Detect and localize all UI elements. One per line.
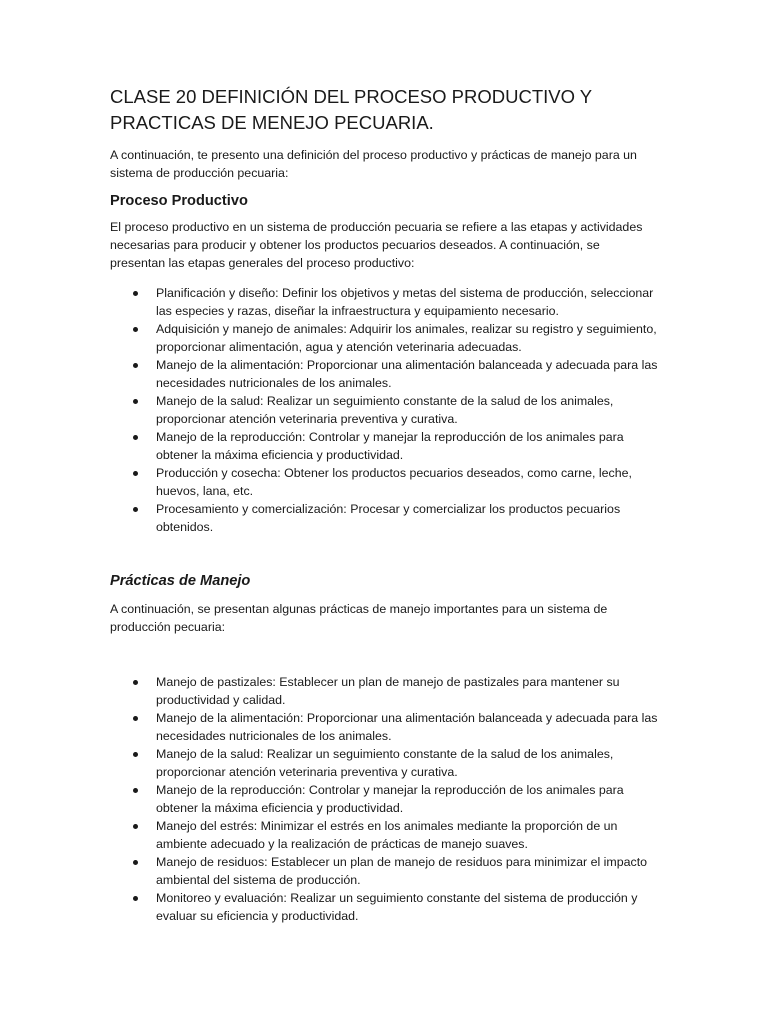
list-item-text: Producción y cosecha: Obtener los productos pecuarios deseados, como carne, leche, huevos, lana, etc. <box>156 466 632 498</box>
bullet-icon <box>133 399 138 404</box>
list-item <box>110 464 658 500</box>
list-item-text: Manejo de la salud: Realizar un seguimiento constante de la salud de los animales, proporcionar atención veterinaria preventiva y curativa. <box>156 747 614 779</box>
list-item <box>110 356 658 392</box>
bullet-icon <box>133 752 138 757</box>
list-item <box>110 673 658 709</box>
bullet-icon <box>133 291 138 296</box>
list-item <box>110 889 658 925</box>
bullet-icon <box>133 471 138 476</box>
list-item-text: Manejo del estrés: Minimizar el estrés en los animales mediante la proporción de un ambiente adecuado y la realización de prácticas de manejo suaves. <box>156 819 618 851</box>
list-item <box>110 428 658 464</box>
bullet-icon <box>133 824 138 829</box>
proceso-list <box>110 284 658 536</box>
bullet-icon <box>133 435 138 440</box>
list-item-text: Manejo de la alimentación: Proporcionar una alimentación balanceada y adecuada para las necesidades nutricionales de los animales. <box>156 358 658 390</box>
practicas-paragraph: A continuación, se presentan algunas prácticas de manejo importantes para un sistema de producción pecuaria: <box>110 602 608 634</box>
list-item-text: Manejo de la alimentación: Proporcionar una alimentación balanceada y adecuada para las necesidades nutricionales de los animales. <box>156 711 658 743</box>
list-item <box>110 745 658 781</box>
section-heading-proceso-productivo: Proceso Productivo <box>110 193 248 209</box>
list-item <box>110 320 658 356</box>
document-page <box>110 84 658 925</box>
list-item-text: Manejo de la reproducción: Controlar y manejar la reproducción de los animales para obtener la máxima eficiencia y productividad. <box>156 783 624 815</box>
list-item-text: Manejo de pastizales: Establecer un plan de manejo de pastizales para mantener su productividad y calidad. <box>156 675 620 707</box>
bullet-icon <box>133 680 138 685</box>
intro-paragraph: A continuación, te presento una definición del proceso productivo y prácticas de manejo para un sistema de producción pecuaria: <box>110 148 637 180</box>
list-item-text: Manejo de la reproducción: Controlar y manejar la reproducción de los animales para obtener la máxima eficiencia y productividad. <box>156 430 624 462</box>
bullet-icon <box>133 860 138 865</box>
bullet-icon <box>133 363 138 368</box>
list-item <box>110 781 658 817</box>
list-item <box>110 853 658 889</box>
list-item <box>110 284 658 320</box>
practicas-list <box>110 673 658 925</box>
bullet-icon <box>133 788 138 793</box>
list-item-text: Procesamiento y comercialización: Procesar y comercializar los productos pecuarios obtenidos. <box>156 502 621 534</box>
proceso-paragraph: El proceso productivo en un sistema de producción pecuaria se refiere a las etapas y actividades necesarias para producir y obtener los productos pecuarios deseados. A continuación, se presentan las etapas generales del proceso productivo: <box>110 220 643 270</box>
list-item <box>110 817 658 853</box>
list-item-text: Planificación y diseño: Definir los objetivos y metas del sistema de producción, seleccionar las especies y razas, diseñar la infraestructura y equipamiento necesario. <box>156 286 654 318</box>
list-item <box>110 709 658 745</box>
bullet-icon <box>133 896 138 901</box>
list-item-text: Adquisición y manejo de animales: Adquirir los animales, realizar su registro y seguimiento, proporcionar alimentación, agua y atención veterinaria adecuadas. <box>156 322 657 354</box>
bullet-icon <box>133 507 138 512</box>
list-item <box>110 500 658 536</box>
bullet-icon <box>133 327 138 332</box>
page-title: CLASE 20 DEFINICIÓN DEL PROCESO PRODUCTIVO Y PRACTICAS DE MENEJO PECUARIA. <box>110 86 592 133</box>
list-item-text: Manejo de residuos: Establecer un plan de manejo de residuos para minimizar el impacto ambiental del sistema de producción. <box>156 855 648 887</box>
list-item-text: Manejo de la salud: Realizar un seguimiento constante de la salud de los animales, proporcionar atención veterinaria preventiva y curativa. <box>156 394 614 426</box>
bullet-icon <box>133 716 138 721</box>
list-item <box>110 392 658 428</box>
list-item-text: Monitoreo y evaluación: Realizar un seguimiento constante del sistema de producción y evaluar su eficiencia y productividad. <box>156 891 638 923</box>
section-heading-practicas-de-manejo: Prácticas de Manejo <box>110 573 251 589</box>
